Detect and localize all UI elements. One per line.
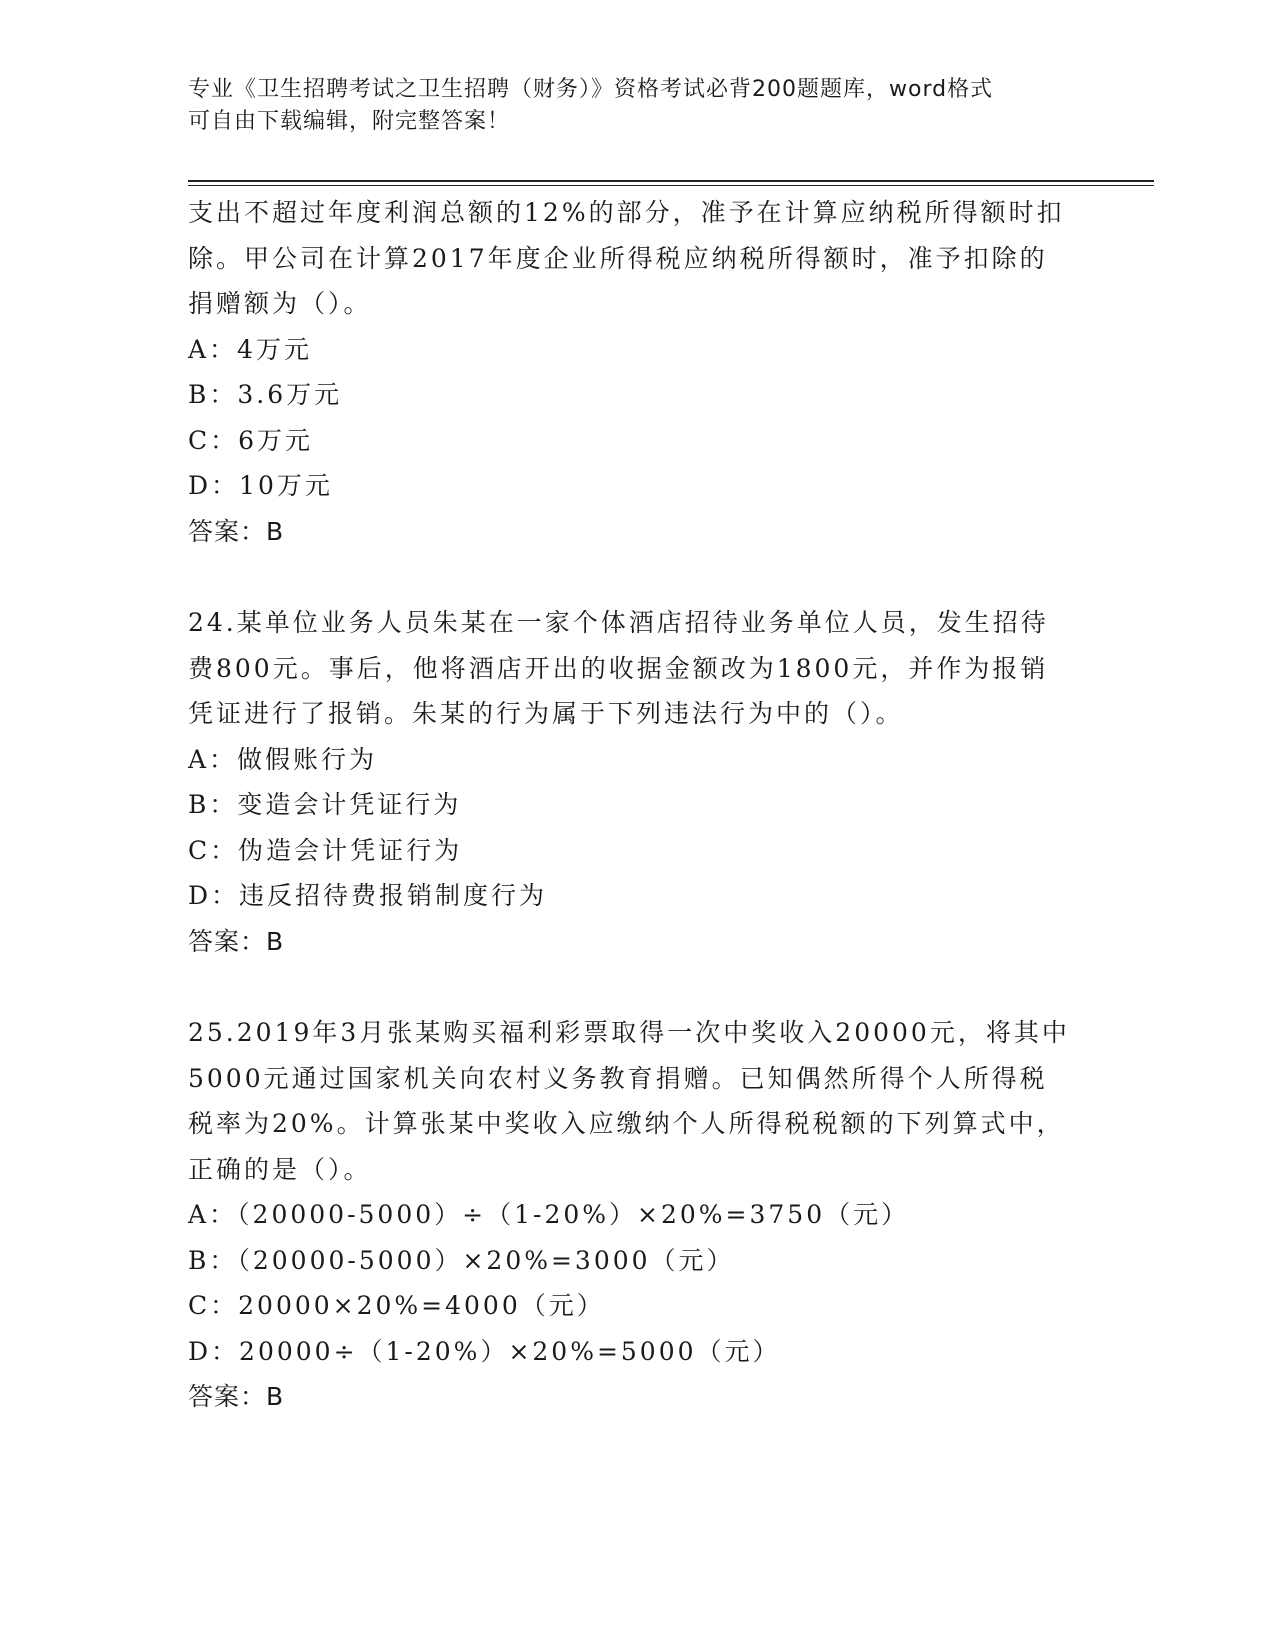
question-stem-line: 捐赠额为（）。 xyxy=(188,289,372,318)
question-stem-line: 凭证进行了报销。朱某的行为属于下列违法行为中的（）。 xyxy=(188,699,904,728)
question-stem-line: 5000元通过国家机关向农村义务教育捐赠。已知偶然所得个人所得税 xyxy=(188,1063,1048,1093)
question-stem-line: 支出不超过年度利润总额的12%的部分，准予在计算应纳税所得额时扣 xyxy=(188,198,1065,227)
question-25 xyxy=(188,1010,1088,1420)
header-line-1: 专业《卫生招聘考试之卫生招聘（财务）》资格考试必背200题题库，word格式 xyxy=(188,77,994,102)
question-stem-line: 费800元。事后，他将酒店开出的收据金额改为1800元，并作为报销 xyxy=(188,653,1049,683)
document-header xyxy=(188,74,1088,138)
question-gap xyxy=(188,964,1088,1010)
header-rule-thick xyxy=(188,180,1154,182)
header-rule-thin xyxy=(188,185,1154,186)
question-24 xyxy=(188,600,1088,964)
option-a: A：4万元 xyxy=(188,334,312,364)
option-a: A：做假账行为 xyxy=(188,744,378,774)
option-d: D：违反招待费报销制度行为 xyxy=(188,881,548,910)
option-a: A：（20000-5000）÷（1-20%）×20%=3750（元） xyxy=(188,1200,910,1229)
answer-line: 答案：B xyxy=(188,926,285,956)
question-23 xyxy=(188,190,1088,554)
option-b: B：（20000-5000）×20%=3000（元） xyxy=(188,1245,735,1275)
option-c: C：6万元 xyxy=(188,425,314,455)
question-stem-line: 25.2019年3月张某购买福利彩票取得一次中奖收入20000元，将其中 xyxy=(188,1018,1070,1047)
header-line-2: 可自由下载编辑，附完整答案！ xyxy=(188,109,511,134)
option-b: B：变造会计凭证行为 xyxy=(188,790,462,819)
question-gap xyxy=(188,554,1088,600)
option-c: C：20000×20%=4000（元） xyxy=(188,1291,605,1320)
option-d: D：20000÷（1-20%）×20%=5000（元） xyxy=(188,1336,781,1366)
document-body xyxy=(188,190,1088,1420)
question-stem-line: 除。甲公司在计算2017年度企业所得税应纳税所得额时，准予扣除的 xyxy=(188,243,1048,273)
option-d: D：10万元 xyxy=(188,471,333,500)
question-stem-line: 正确的是（）。 xyxy=(188,1154,372,1184)
answer-line: 答案：B xyxy=(188,516,285,546)
answer-line: 答案：B xyxy=(188,1382,285,1411)
option-c: C：伪造会计凭证行为 xyxy=(188,835,463,865)
option-b: B：3.6万元 xyxy=(188,380,343,409)
question-stem-line: 税率为20%。计算张某中奖收入应缴纳个人所得税税额的下列算式中， xyxy=(188,1109,1065,1138)
question-stem-line: 24.某单位业务人员朱某在一家个体酒店招待业务单位人员，发生招待 xyxy=(188,608,1049,637)
